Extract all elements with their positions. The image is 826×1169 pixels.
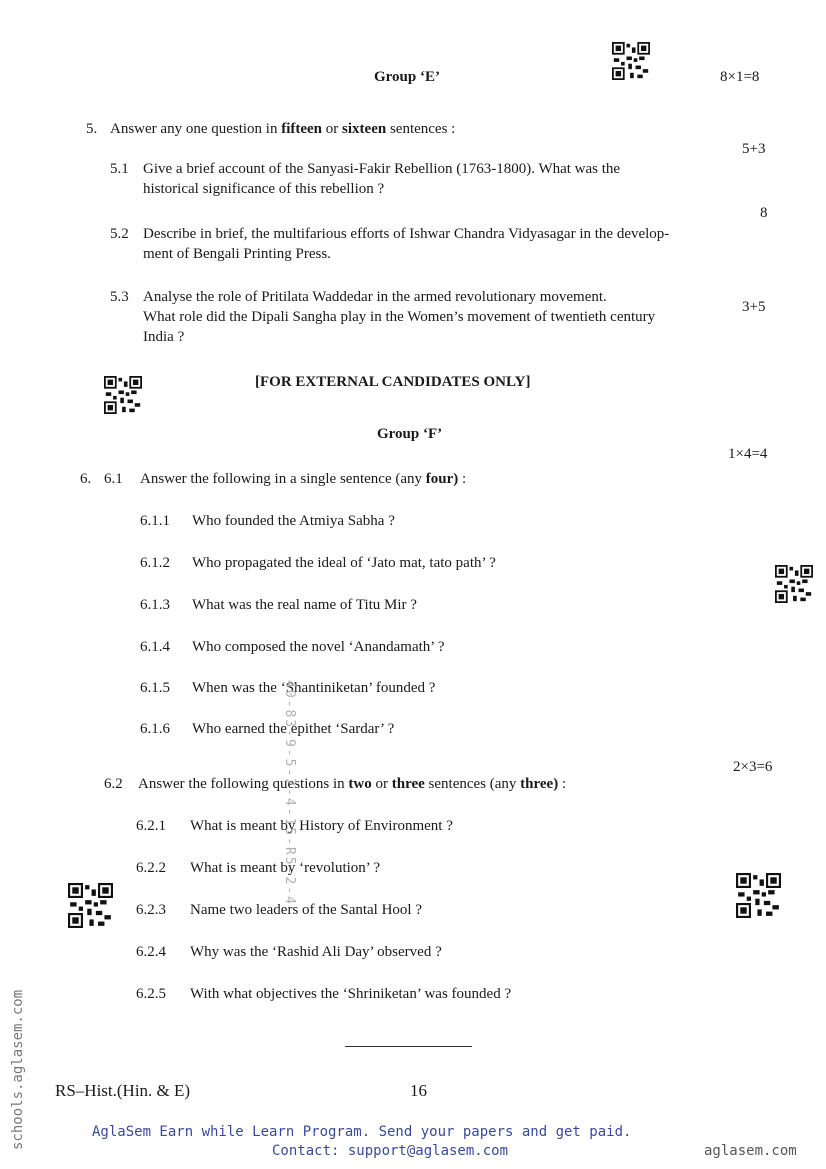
group-f-marks: 1×4=4	[728, 446, 768, 462]
qr-code-icon	[775, 565, 813, 603]
group-e-heading: Group ‘E’	[374, 69, 440, 85]
q6-1-instruction-text: :	[458, 471, 467, 487]
q5-3-number: 5.3	[110, 289, 129, 305]
q6-2-instruction	[138, 775, 566, 794]
q6-2-2-text: What is meant by ‘revolution’ ?	[190, 860, 381, 876]
q6-2-1-number: 6.2.1	[136, 818, 166, 834]
q5-3-marks: 3+5	[742, 299, 766, 315]
q6-2-number: 6.2	[104, 776, 123, 792]
q6-2-5-number: 6.2.5	[136, 986, 166, 1002]
q6-2-1-text: What is meant by History of Environment ?	[190, 818, 453, 834]
qr-code-icon	[612, 42, 650, 80]
q5-1-marks: 5+3	[742, 141, 766, 157]
q6-1-1-text: Who founded the Atmiya Sabha ?	[192, 513, 395, 529]
q5-instruction	[110, 120, 455, 139]
qr-code-icon	[104, 376, 142, 414]
q6-2-instruction-text: Answer the following questions in	[138, 776, 349, 792]
q6-2-3-number: 6.2.3	[136, 902, 166, 918]
qr-code-icon	[736, 873, 781, 918]
q6-1-instruction-text: Answer the following in a single sentence (any	[140, 471, 426, 487]
q6-2-4-text: Why was the ‘Rashid Ali Day’ observed ?	[190, 944, 442, 960]
q6-2-3-text: Name two leaders of the Santal Hool ?	[190, 902, 423, 918]
q5-2-marks: 8	[760, 205, 768, 221]
q5-instruction-text: or	[322, 121, 343, 137]
q6-2-marks: 2×3=6	[733, 759, 773, 775]
q6-2-instruction-text: or	[371, 776, 392, 792]
q6-1-6-text: Who earned the epithet ‘Sardar’ ?	[192, 721, 395, 737]
q6-2-instruction-bold: three)	[520, 776, 559, 792]
external-candidates-note: [FOR EXTERNAL CANDIDATES ONLY]	[255, 374, 531, 390]
q6-2-2-number: 6.2.2	[136, 860, 166, 876]
q5-3-line1: Analyse the role of Pritilata Waddedar in the armed revolutionary movement.	[143, 289, 607, 305]
q5-instruction-bold: fifteen	[281, 121, 323, 137]
q5-2-line2: ment of Bengali Printing Press.	[143, 246, 331, 262]
q6-2-instruction-bold: three	[391, 776, 425, 792]
q6-number: 6.	[80, 471, 92, 487]
end-divider	[345, 1046, 472, 1047]
q5-3-line3: India ?	[143, 329, 185, 345]
side-watermark: schools.aglasem.com	[10, 989, 26, 1150]
q6-2-instruction-text: sentences (any	[424, 776, 521, 792]
q6-1-instruction-bold: four)	[425, 471, 459, 487]
q6-1-5-text: When was the ‘Shantiniketan’ founded ?	[192, 680, 436, 696]
q6-1-4-text: Who composed the novel ‘Anandamath’ ?	[192, 639, 445, 655]
qr-code-icon	[68, 883, 113, 928]
q6-1-2-number: 6.1.2	[140, 555, 170, 571]
q6-2-instruction-text: :	[558, 776, 567, 792]
q6-1-6-number: 6.1.6	[140, 721, 170, 737]
q6-2-5-text: With what objectives the ‘Shriniketan’ was founded ?	[190, 986, 512, 1002]
q6-1-5-number: 6.1.5	[140, 680, 170, 696]
q6-1-2-text: Who propagated the ideal of ‘Jato mat, tato path’ ?	[192, 555, 496, 571]
center-watermark: 40-83-9-5-2-4-15-R5-2-4	[282, 680, 297, 907]
q5-1-number: 5.1	[110, 161, 129, 177]
q6-1-3-number: 6.1.3	[140, 597, 170, 613]
q5-instruction-text: sentences :	[386, 121, 456, 137]
q6-2-instruction-bold: two	[348, 776, 372, 792]
q5-1-line2: historical significance of this rebellion ?	[143, 181, 385, 197]
q5-instruction-bold: sixteen	[342, 121, 387, 137]
q6-1-3-text: What was the real name of Titu Mir ?	[192, 597, 417, 613]
promo-line-2: Contact: support@aglasem.com	[272, 1143, 509, 1159]
q6-1-number: 6.1	[104, 471, 123, 487]
q6-1-instruction	[140, 470, 466, 489]
q5-instruction-text: Answer any one question in	[110, 121, 282, 137]
q5-1-line1: Give a brief account of the Sanyasi-Fakir Rebellion (1763-1800). What was the	[143, 161, 621, 177]
q6-2-4-number: 6.2.4	[136, 944, 166, 960]
paper-code: RS–Hist.(Hin. & E)	[55, 1081, 191, 1100]
q5-2-number: 5.2	[110, 226, 129, 242]
site-name: aglasem.com	[704, 1143, 797, 1159]
q5-number: 5.	[86, 121, 98, 137]
q5-2-line1: Describe in brief, the multifarious efforts of Ishwar Chandra Vidyasagar in the develop-	[143, 226, 670, 242]
q5-3-line2: What role did the Dipali Sangha play in the Women’s movement of twentieth century	[143, 309, 656, 325]
page-number: 16	[410, 1081, 427, 1100]
group-e-marks: 8×1=8	[720, 69, 760, 85]
q6-1-4-number: 6.1.4	[140, 639, 170, 655]
promo-line-1: AglaSem Earn while Learn Program. Send your papers and get paid.	[92, 1124, 632, 1140]
q6-1-1-number: 6.1.1	[140, 513, 170, 529]
group-f-heading: Group ‘F’	[377, 426, 443, 442]
